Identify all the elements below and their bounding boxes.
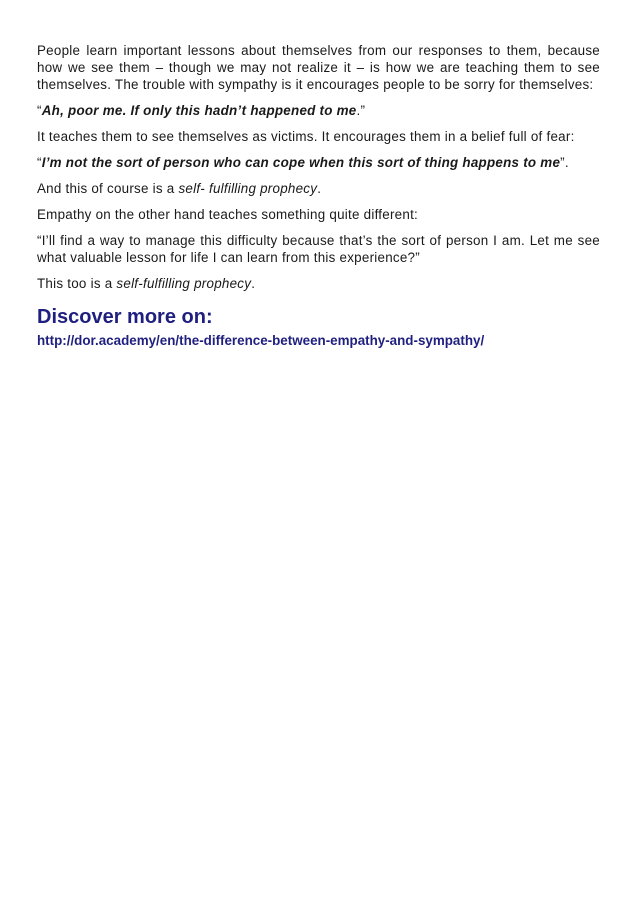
prophecy-suffix: .: [317, 181, 322, 196]
paragraph-prophecy-empathy: [37, 275, 600, 292]
quote-poor-me-text: Ah, poor me. If only this hadn’t happened to me: [41, 103, 357, 118]
quote-open-mark: “: [37, 103, 42, 118]
quote-close-mark: .”: [356, 103, 366, 118]
discover-more-heading: Discover more on:: [37, 306, 213, 328]
prophecy-suffix: .: [251, 276, 256, 291]
prophecy-prefix: This too is a: [37, 276, 117, 291]
quote-manage-difficulty: “I’ll find a way to manage this difficulty because that’s the sort of person I am. Let me see what valuable lesson for life I can learn from this experience?”: [37, 233, 600, 265]
paragraph-empathy: Empathy on the other hand teaches something quite different:: [37, 207, 419, 222]
quote-cannot-cope: [37, 154, 600, 171]
quote-close-mark: ”.: [560, 155, 569, 170]
prophecy-emphasis: self- fulfilling prophecy: [178, 181, 318, 196]
paragraph-intro: People learn important lessons about themselves from our responses to them, because how we see them – though we may not realize it – is how we are teaching them to see themselves. The trouble with sympathy is it encourages people to be sorry for themselves:: [37, 43, 600, 92]
discover-more-link[interactable]: http://dor.academy/en/the-difference-between-empathy-and-sympathy/: [37, 333, 485, 348]
document-page: [37, 42, 600, 349]
paragraph-victims: It teaches them to see themselves as victims. It encourages them in a belief full of fear:: [37, 129, 575, 144]
prophecy-prefix: And this of course is a: [37, 181, 179, 196]
quote-poor-me: [37, 102, 600, 119]
quote-cannot-cope-text: I’m not the sort of person who can cope when this sort of thing happens to me: [41, 155, 561, 170]
quote-open-mark: “: [37, 155, 42, 170]
prophecy-emphasis: self-fulfilling prophecy: [116, 276, 252, 291]
paragraph-prophecy-sympathy: [37, 180, 600, 197]
